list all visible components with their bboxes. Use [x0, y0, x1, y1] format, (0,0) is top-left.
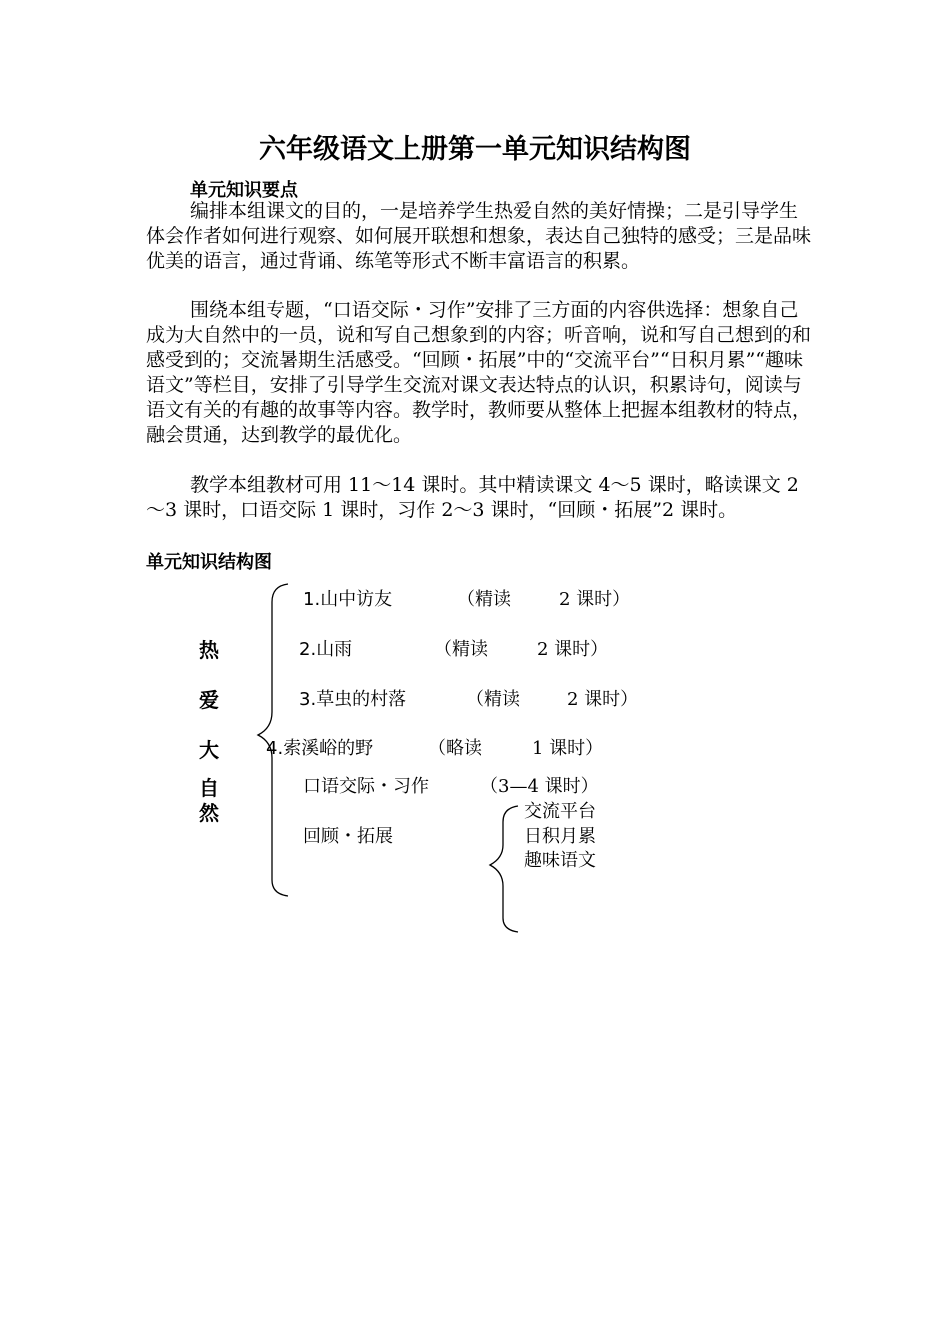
- review-brace: [490, 806, 518, 932]
- section-heading-key-points: 单元知识要点: [190, 180, 298, 201]
- lesson-hours: 2 课时）: [537, 639, 609, 660]
- review-sub-item: 交流平台: [524, 801, 596, 822]
- lesson-type: （略读: [428, 738, 482, 759]
- review-extension-label: 回顾・拓展: [303, 826, 393, 847]
- lesson-row: [303, 585, 392, 611]
- vertical-label-char: 然: [199, 801, 219, 825]
- review-sub-item: 日积月累: [524, 826, 596, 847]
- lesson-name: 索溪峪的野: [283, 738, 374, 759]
- oral-writing-hours: （3—4 课时）: [480, 776, 599, 797]
- paragraph-arrangement: 围绕本组专题，“口语交际・习作”安排了三方面的内容供选择：想象自己成为大自然中的一员，说和写自己想象到的内容；听音响，说和写自己想到的和感受到的；交流暑期生活感受。“回顾・拓展”中的“交流平台”“日积月累”“趣味语文”等栏目，安排了引导学生交流对课文表达特点的认识，积累诗句，阅读与语文有关的有趣的故事等内容。教学时，教师要从整体上把握本组教材的特点，融会贯通，达到教学的最优化。: [146, 299, 812, 446]
- vertical-label-char: 自: [199, 776, 219, 800]
- lesson-hours: 2 课时）: [567, 689, 639, 710]
- page-title: 六年级语文上册第一单元知识结构图: [259, 134, 691, 165]
- lesson-row: [266, 734, 373, 760]
- vertical-label-char: 大: [199, 738, 219, 762]
- lesson-name: 山雨: [316, 639, 353, 660]
- lesson-row: [299, 635, 352, 661]
- review-sub-item: 趣味语文: [524, 850, 596, 871]
- lesson-name: 草虫的村落: [316, 689, 407, 710]
- lesson-hours: 1 课时）: [532, 738, 604, 759]
- section-heading-structure: 单元知识结构图: [146, 552, 272, 573]
- lesson-number: 3.: [299, 689, 317, 710]
- paragraph-hours: 教学本组教材可用 11～14 课时。其中精读课文 4～5 课时，略读课文 2～3 课时，口语交际 1 课时，习作 2～3 课时，“回顾・拓展”2 课时。: [146, 474, 799, 521]
- lesson-number: 2.: [299, 639, 317, 660]
- lesson-number: 1.: [303, 589, 321, 610]
- lesson-type: （精读: [466, 689, 520, 710]
- lesson-hours: 2 课时）: [559, 589, 631, 610]
- paragraph-purpose: 编排本组课文的目的，一是培养学生热爱自然的美好情操；二是引导学生体会作者如何进行观察、如何展开联想和想象，表达自己独特的感受；三是品味优美的语言，通过背诵、练笔等形式不断丰富语言的积累。: [146, 200, 812, 272]
- lesson-row: [299, 685, 406, 711]
- lesson-type: （精读: [457, 589, 511, 610]
- lesson-type: （精读: [434, 639, 488, 660]
- lesson-name: 山中访友: [320, 589, 393, 610]
- lesson-number: 4.: [266, 738, 284, 759]
- oral-writing-label: 口语交际・习作: [303, 776, 429, 797]
- vertical-label-char: 爱: [199, 688, 219, 712]
- vertical-label-char: 热: [199, 638, 219, 662]
